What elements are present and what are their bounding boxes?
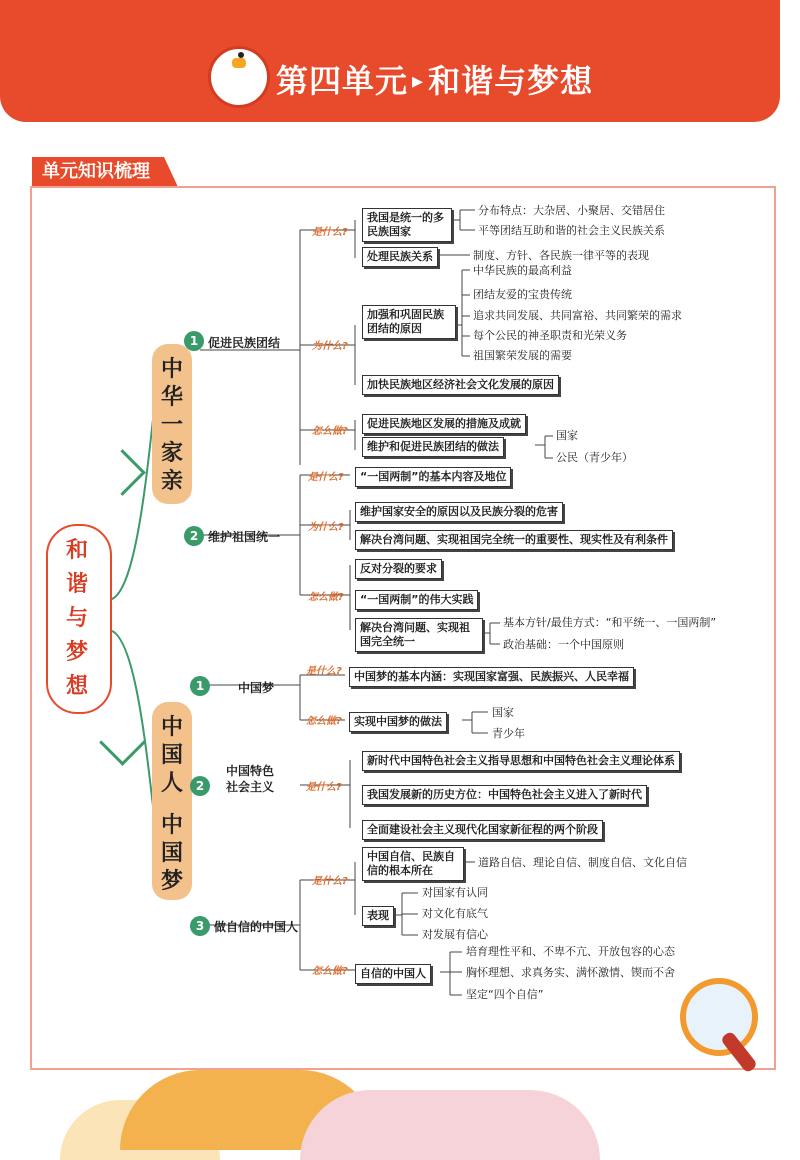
concept-box: “一国两制”的伟大实践 [355, 590, 478, 610]
concept-box: 维护和促进民族团结的做法 [362, 437, 504, 457]
node-number-badge: 2 [190, 776, 210, 796]
detail-text: 每个公民的神圣职责和光荣义务 [473, 329, 627, 342]
how-label: 怎么做? [312, 966, 348, 977]
how-label: 怎么做? [306, 716, 342, 727]
node-label: 促进民族团结 [208, 336, 281, 350]
branch-b-char: 国 [160, 841, 183, 866]
concept-box: 维护国家安全的原因以及民族分裂的危害 [355, 502, 563, 522]
detail-text: 国家 [492, 706, 514, 719]
detail-text: 分布特点：大杂居、小聚居、交错居住 [478, 204, 665, 217]
detail-text: 青少年 [492, 727, 525, 740]
detail-text: 坚定“四个自信” [466, 988, 544, 1001]
branch-b-char: 国 [160, 743, 183, 768]
concept-box: 中国自信、民族自信的根本所在 [362, 847, 464, 881]
branch-b-char: 人 [160, 771, 183, 796]
detail-text: 团结友爱的宝贵传统 [473, 288, 572, 301]
section-tab: 单元知识梳理 [32, 157, 164, 187]
detail-text: 培育理性平和、不卑不亢、开放包容的心态 [466, 945, 675, 958]
branch-b-char: 梦 [160, 869, 183, 894]
branch-b-char: 中 [160, 813, 183, 838]
why-label: 为什么? [308, 522, 344, 533]
node-label-line1: 中国特色 [226, 764, 275, 778]
node-label: 中国梦 [238, 681, 275, 695]
branch-a-char: 华 [160, 385, 183, 410]
concept-box: 加快民族地区经济社会文化发展的原因 [362, 375, 559, 395]
concept-box: “一国两制”的基本内容及地位 [355, 467, 511, 487]
branch-a-char: 中 [160, 357, 183, 382]
detail-text: 道路自信、理论自信、制度自信、文化自信 [478, 856, 687, 869]
detail-text: 对文化有底气 [422, 907, 488, 920]
what-label: 是什么? [312, 227, 348, 238]
branch-b-char: 中 [160, 715, 183, 740]
detail-text: 制度、方针、各民族一律平等的表现 [473, 249, 649, 262]
detail-text: 国家 [556, 429, 578, 442]
topic-char: 想 [65, 674, 88, 699]
detail-text: 对发展有信心 [422, 928, 488, 941]
node-label: 做自信的中国人 [214, 920, 299, 934]
concept-box: 解决台湾问题、实现祖国完全统一 [355, 618, 483, 652]
concept-box: 全面建设社会主义现代化国家新征程的两个阶段 [362, 820, 603, 840]
topic-char: 与 [65, 606, 88, 631]
branch-a-char: 家 [160, 441, 183, 466]
detail-text: 政治基础：一个中国原则 [503, 638, 624, 651]
decor-hill [300, 1090, 600, 1160]
detail-text: 平等团结互助和谐的社会主义民族关系 [478, 224, 665, 237]
what-label: 是什么? [306, 666, 342, 677]
detail-text: 祖国繁荣发展的需要 [473, 349, 572, 362]
concept-box: 新时代中国特色社会主义指导思想和中国特色社会主义理论体系 [362, 751, 680, 771]
branch-b-gap [152, 798, 192, 812]
title-separator: ▸ [412, 69, 425, 94]
detail-text: 追求共同发展、共同富裕、共同繁荣的需求 [473, 309, 682, 322]
concept-box: 处理民族关系 [362, 247, 438, 267]
concept-box: 促进民族地区发展的措施及成就 [362, 414, 526, 434]
unit-title-part-a: 第四单元 [276, 62, 409, 100]
node-number-badge: 3 [190, 916, 210, 936]
how-label: 怎么做? [312, 426, 348, 437]
topic-char: 梦 [65, 640, 88, 665]
concept-box: 我国发展新的历史方位：中国特色社会主义进入了新时代 [362, 785, 647, 805]
node-number-badge: 1 [184, 331, 204, 351]
branch-a-char: 亲 [160, 469, 183, 494]
what-label: 是什么? [306, 782, 342, 793]
concept-box: 自信的中国人 [355, 964, 431, 984]
what-label: 是什么? [312, 876, 348, 887]
concept-box: 中国梦的基本内涵：实现国家富强、民族振兴、人民幸福 [349, 667, 634, 687]
unit-title-part-b: 和谐与梦想 [428, 62, 594, 100]
what-label: 是什么? [308, 472, 344, 483]
concept-box: 实现中国梦的做法 [349, 712, 447, 732]
detail-text: 中华民族的最高利益 [473, 264, 572, 277]
detail-text: 基本方针/最佳方式：“和平统一、一国两制” [503, 616, 717, 629]
topic-title [46, 534, 108, 704]
node-label: 维护祖国统一 [208, 530, 281, 544]
node-label-line2: 社会主义 [226, 780, 275, 794]
detail-text: 胸怀理想、求真务实、满怀激情、锲而不舍 [466, 966, 675, 979]
how-label: 怎么做? [308, 592, 344, 603]
concept-box: 反对分裂的要求 [355, 559, 442, 579]
branch-a-title [152, 344, 192, 504]
concept-box: 表现 [362, 906, 394, 926]
detail-text: 公民（青少年） [556, 451, 633, 464]
why-label: 为什么? [312, 341, 348, 352]
magnifier-icon [680, 978, 758, 1056]
detail-text: 对国家有认同 [422, 886, 488, 899]
concept-box: 解决台湾问题、实现祖国完全统一的重要性、现实性及有利条件 [355, 530, 673, 550]
node-number-badge: 2 [184, 526, 204, 546]
topic-char: 谐 [65, 572, 88, 597]
concept-box: 我国是统一的多民族国家 [362, 208, 452, 242]
node-number-badge: 1 [190, 676, 210, 696]
topic-char: 和 [65, 538, 88, 563]
concept-box: 加强和巩固民族团结的原因 [362, 305, 456, 339]
branch-b-title [152, 702, 192, 900]
branch-a-char: 一 [160, 413, 183, 438]
